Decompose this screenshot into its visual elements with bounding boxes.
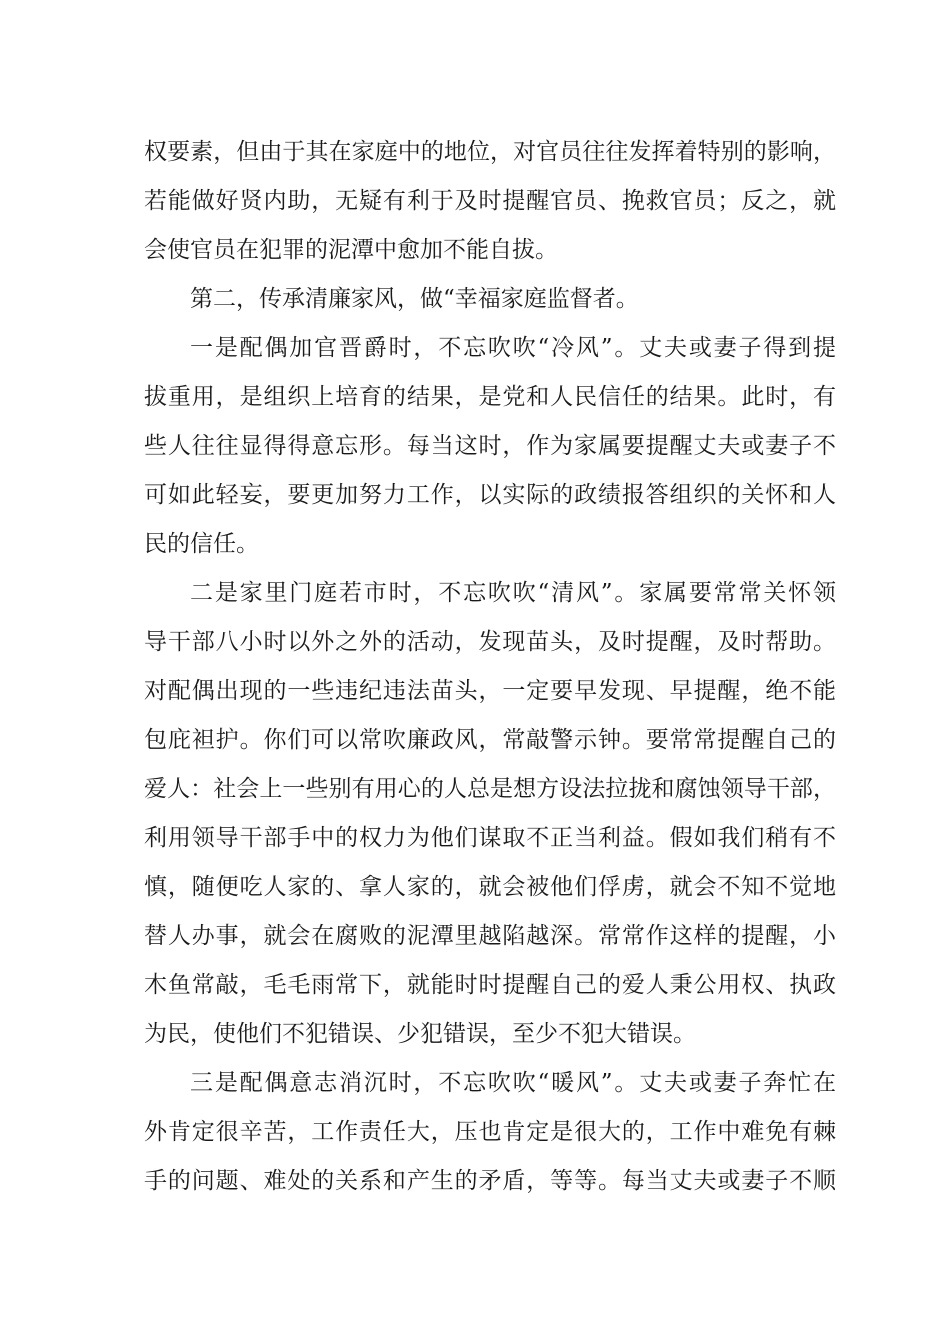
- text-line: 替人办事，就会在腐败的泥潭里越陷越深。常常作这样的提醒，小: [144, 923, 836, 949]
- text-line: 利用领导干部手中的权力为他们谋取不正当利益。假如我们稍有不: [144, 825, 836, 851]
- text-line: 拔重用，是组织上培育的结果，是党和人民信任的结果。此时，有: [144, 384, 836, 410]
- text-line: 包庇袒护。你们可以常吹廉政风，常敲警示钟。要常常提醒自己的: [144, 727, 836, 753]
- text-line: 权要素，但由于其在家庭中的地位，对官员往往发挥着特别的影响，: [144, 139, 836, 165]
- text-line: 三是配偶意志消沉时，不忘吹吹“暖风”。丈夫或妻子奔忙在: [190, 1070, 836, 1096]
- text-line: 导干部八小时以外之外的活动，发现苗头，及时提醒，及时帮助。: [144, 629, 836, 655]
- paragraph: [144, 1059, 836, 1206]
- text-line: 一是配偶加官晋爵时，不忘吹吹“冷风”。丈夫或妻子得到提: [190, 335, 836, 361]
- text-line: 第二，传承清廉家风，做“幸福家庭监督者。: [190, 286, 639, 312]
- text-line: 些人往往显得得意忘形。每当这时，作为家属要提醒丈夫或妻子不: [144, 433, 836, 459]
- text-line: 爱人：社会上一些别有用心的人总是想方设法拉拢和腐蚀领导干部，: [144, 776, 836, 802]
- section-heading: [144, 275, 836, 324]
- text-line: 慎，随便吃人家的、拿人家的，就会被他们俘虏，就会不知不觉地: [144, 874, 836, 900]
- text-line: 二是家里门庭若市时，不忘吹吹“清风”。家属要常常关怀领: [190, 580, 836, 606]
- paragraph: [144, 128, 836, 275]
- paragraph: [144, 324, 836, 569]
- text-line: 民的信任。: [144, 531, 259, 557]
- text-line: 对配偶出现的一些违纪违法苗头，一定要早发现、早提醒，绝不能: [144, 678, 836, 704]
- document-body: [144, 128, 836, 1206]
- text-line: 木鱼常敲，毛毛雨常下，就能时时提醒自己的爱人秉公用权、执政: [144, 972, 836, 998]
- text-line: 会使官员在犯罪的泥潭中愈加不能自拔。: [144, 237, 558, 263]
- text-line: 手的问题、难处的关系和产生的矛盾，等等。每当丈夫或妻子不顺: [144, 1168, 836, 1194]
- text-line: 若能做好贤内助，无疑有利于及时提醒官员、挽救官员；反之，就: [144, 188, 836, 214]
- text-line: 为民，使他们不犯错误、少犯错误，至少不犯大错误。: [144, 1021, 696, 1047]
- text-line: 外肯定很辛苦，工作责任大，压也肯定是很大的，工作中难免有棘: [144, 1119, 836, 1145]
- text-line: 可如此轻妄，要更加努力工作，以实际的政绩报答组织的关怀和人: [144, 482, 836, 508]
- paragraph: [144, 569, 836, 1059]
